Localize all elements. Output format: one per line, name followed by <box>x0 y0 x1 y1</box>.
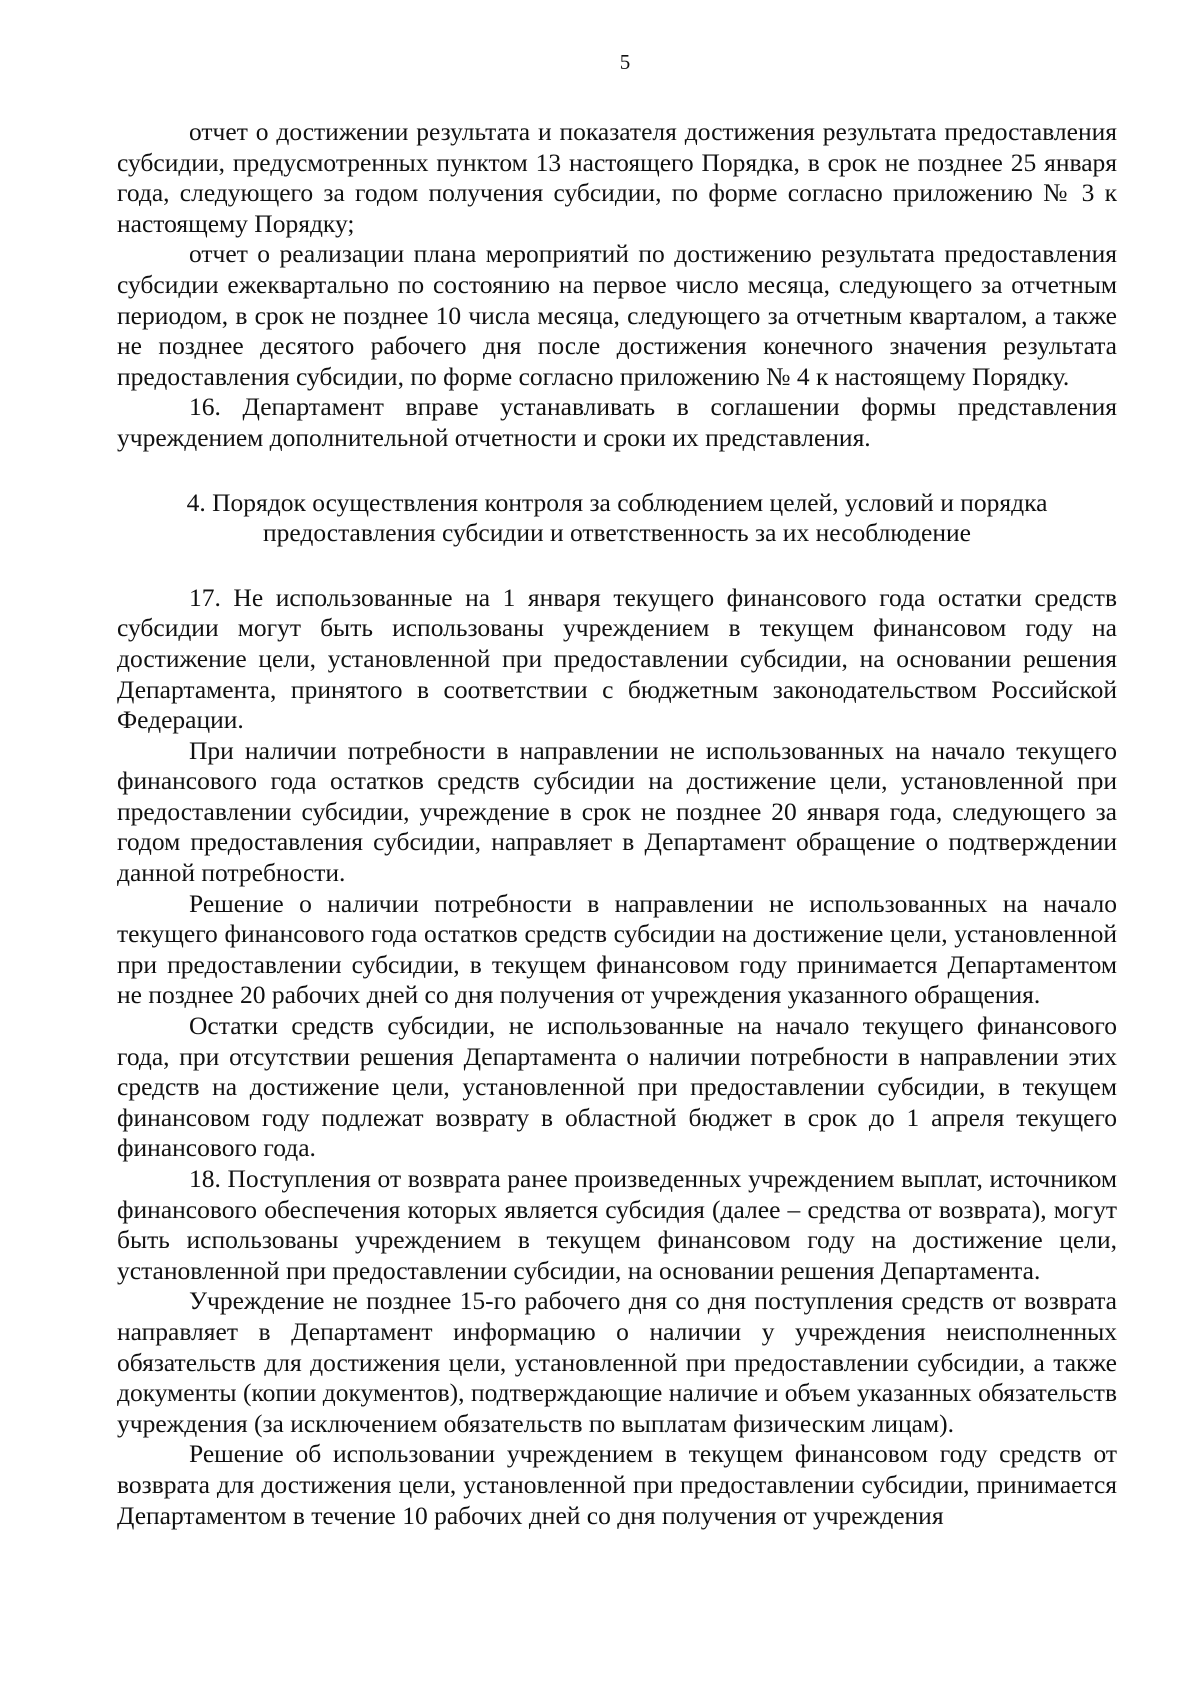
paragraph-institution-info: Учреждение не позднее 15-го рабочего дня со дня поступления средств от возврата направляет в Департамент информацию о наличии у учреждения неисполненных обязательств для достижения цели, установленной при предоставлении субсидии, а также документы (копии документов), подтверждающие наличие и объем указанных обязательств учреждения (за исключением обязательств по выплатам физическим лицам). <box>117 1286 1117 1438</box>
paragraph-need-request: При наличии потребности в направлении не использованных на начало текущего финансового года остатков средств субсидии на достижение цели, установленной при предоставлении субсидии, учреждение в срок не позднее 20 января года, следующего за годом предоставления субсидии, направляет в Департамент обращение о подтверждении данной потребности. <box>117 735 1117 888</box>
page-number: 5 <box>619 50 631 74</box>
paragraph-need-decision: Решение о наличии потребности в направлении не использованных на начало текущего финансового года остатков средств субсидии на достижение цели, установленной при предоставлении субсидии, в текущем финансовом году принимается Департаментом не позднее 20 рабочих дней со дня получения от учреждения указанного обращения. <box>117 888 1117 1010</box>
section-heading-4 <box>117 488 1117 549</box>
paragraph-report-plan: отчет о реализации плана мероприятий по достижению результата предоставления субсидии ежеквартально по состоянию на первое число месяца, следующего за отчетным периодом, в срок не позднее 10 числа месяца, следующего за отчетным кварталом, а также не позднее десятого рабочего дня после достижения конечного значения результата предоставления субсидии, по форме согласно приложению № 4 к настоящему Порядку. <box>117 239 1117 391</box>
paragraph-remainder-return: Остатки средств субсидии, не использованные на начало текущего финансового года, при отсутствии решения Департамента о наличии потребности в направлении этих средств на достижение цели, установленной при предоставлении субсидии, в текущем финансовом году подлежат возврату в областной бюджет в срок до 1 апреля текущего финансового года. <box>117 1011 1117 1163</box>
paragraph-item-18: 18. Поступления от возврата ранее произведенных учреждением выплат, источником финансового обеспечения которых является субсидия (далее – средства от возврата), могут быть использованы учреждением в текущем финансовом году на достижение цели, установленной при предоставлении субсидии, на основании решения Департамента. <box>117 1164 1117 1285</box>
section-heading-line-2: предоставления субсидии и ответственность за их несоблюдение <box>263 518 971 548</box>
paragraph-usage-decision: Решение об использовании учреждением в текущем финансовом году средств от возврата для достижения цели, установленной при предоставлении субсидии, принимается Департаментом в течение 10 рабочих дней со дня получения от учреждения <box>117 1439 1117 1530</box>
paragraph-item-16: 16. Департамент вправе устанавливать в соглашении формы представления учреждением дополнительной отчетности и сроки их представления. <box>117 392 1117 452</box>
section-heading-line-1: 4. Порядок осуществления контроля за соблюдением целей, условий и порядка <box>186 487 1048 517</box>
paragraph-report-result: отчет о достижении результата и показателя достижения результата предоставления субсидии, предусмотренных пунктом 13 настоящего Порядка, в срок не позднее 25 января года, следующего за годом получения субсидии, по форме согласно приложению № 3 к настоящему Порядку; <box>117 117 1117 238</box>
document-body <box>117 117 1117 1531</box>
paragraph-item-17: 17. Не использованные на 1 января текущего финансового года остатки средств субсидии могут быть использованы учреждением в текущем финансовом году на достижение цели, установленной при предоставлении субсидии, на основании решения Департамента, принятого в соответствии с бюджетным законодательством Российской Федерации. <box>117 582 1117 735</box>
